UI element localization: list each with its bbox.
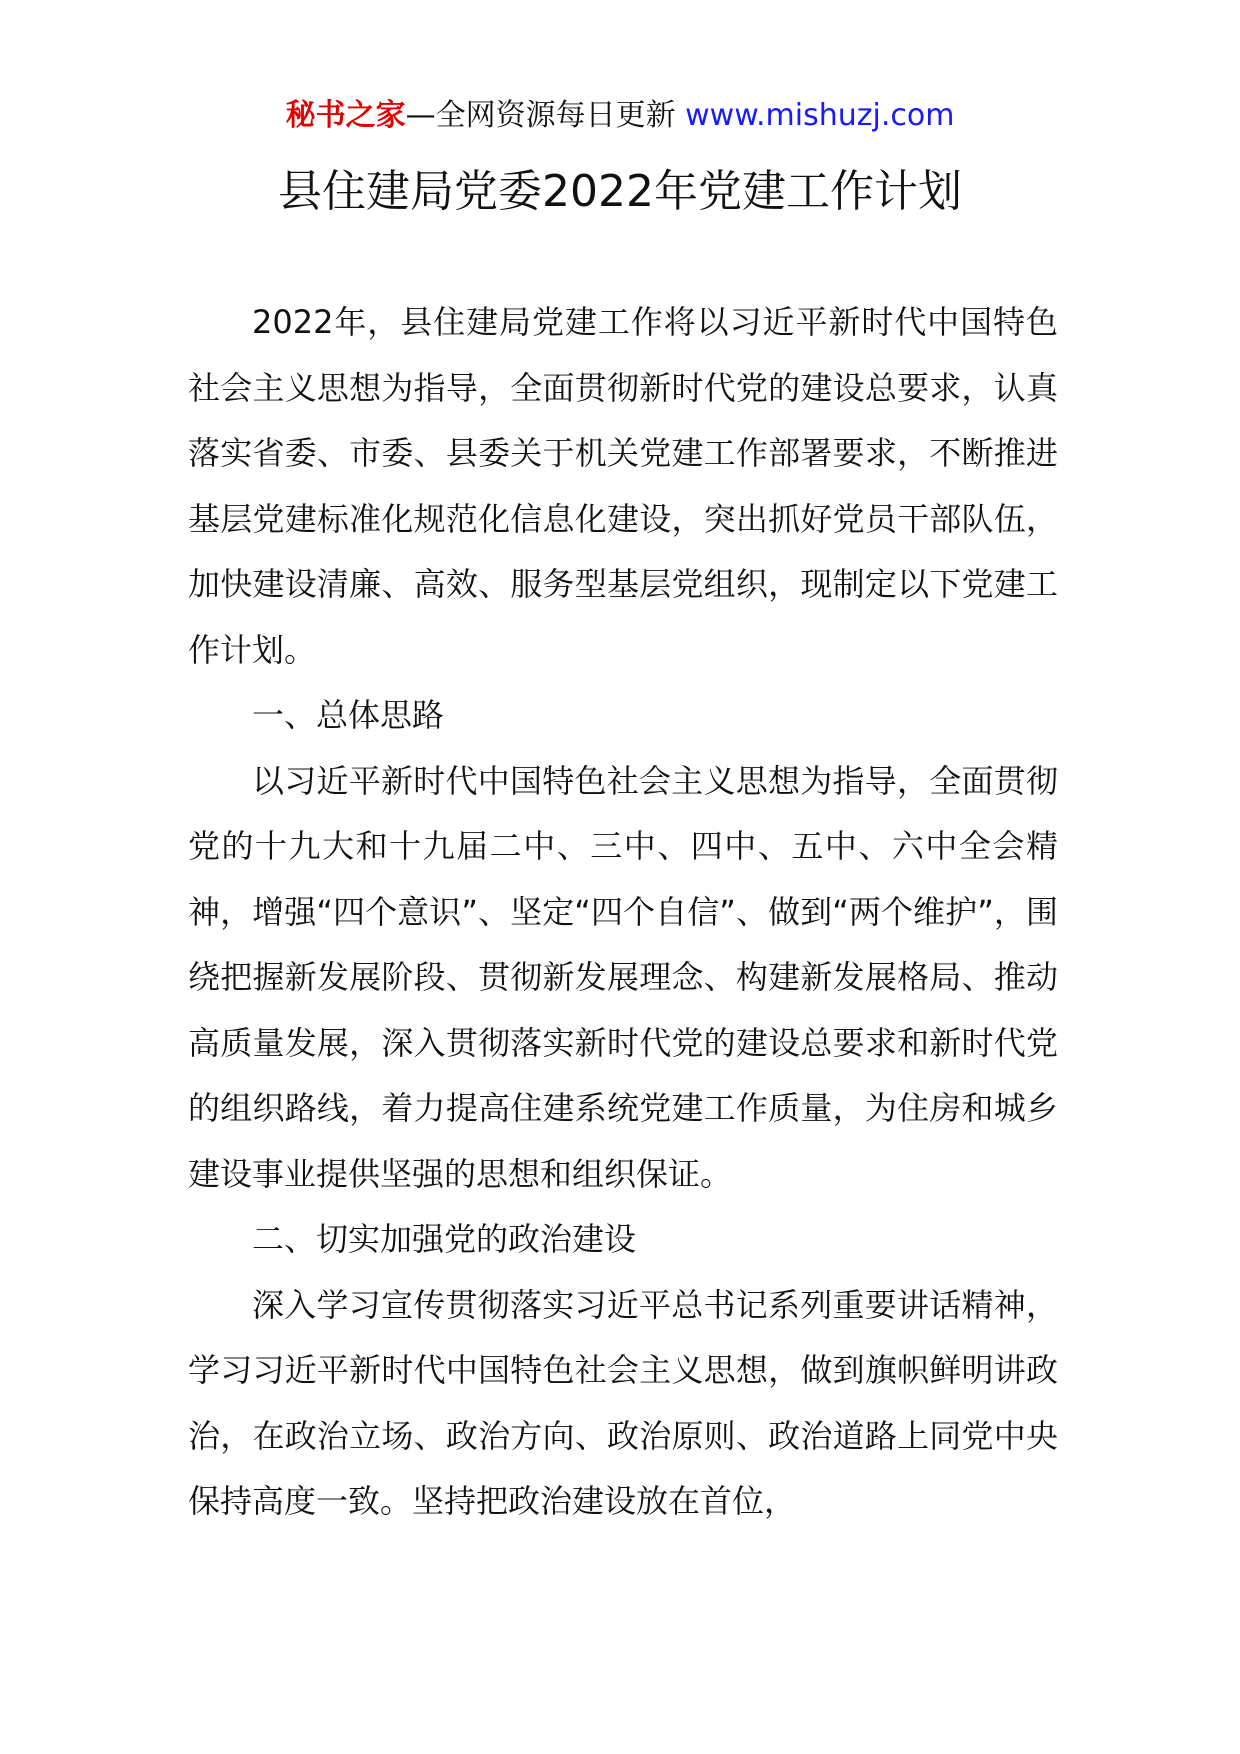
site-slogan: —全网资源每日更新 [405, 98, 676, 133]
overall-approach-paragraph: 以习近平新时代中国特色社会主义思想为指导，全面贯彻党的十九大和十九届二中、三中、四中、五中、六中全会精神，增强“四个意识”、坚定“四个自信”、做到“两个维护”，围绕把握新发展阶段、贯彻新发展理念、构建新发展格局、推动高质量发展，深入贯彻落实新时代党的建设总要求和新时代党的组织路线，着力提高住建系统党建工作质量，为住房和城乡建设事业提供坚强的思想和组织保证。 [188, 761, 1058, 1193]
political-building-paragraph: 深入学习宣传贯彻落实习近平总书记系列重要讲话精神，学习习近平新时代中国特色社会主义思想，做到旗帜鲜明讲政治，在政治立场、政治方向、政治原则、政治道路上同党中央保持高度一致。坚持把政治建设放在首位， [188, 1285, 1058, 1520]
site-brand: 秘书之家 [285, 98, 406, 133]
document-body [188, 290, 1058, 1535]
section-heading-political-building: 二、切实加强党的政治建设 [252, 1220, 637, 1258]
intro-paragraph: 2022年，县住建局党建工作将以习近平新时代中国特色社会主义思想为指导，全面贯彻新时代党的建设总要求，认真落实省委、市委、县委关于机关党建工作部署要求，不断推进基层党建标准化规范化信息化建设，突出抓好党员干部队伍，加快建设清廉、高效、服务型基层党组织，现制定以下党建工作计划。 [188, 303, 1058, 669]
site-header [0, 96, 1240, 136]
document-title: 县住建局党委2022年党建工作计划 [278, 166, 962, 217]
section-heading-overall-approach: 一、总体思路 [252, 696, 445, 734]
site-url-link[interactable]: www.mishuzj.com [685, 98, 955, 133]
